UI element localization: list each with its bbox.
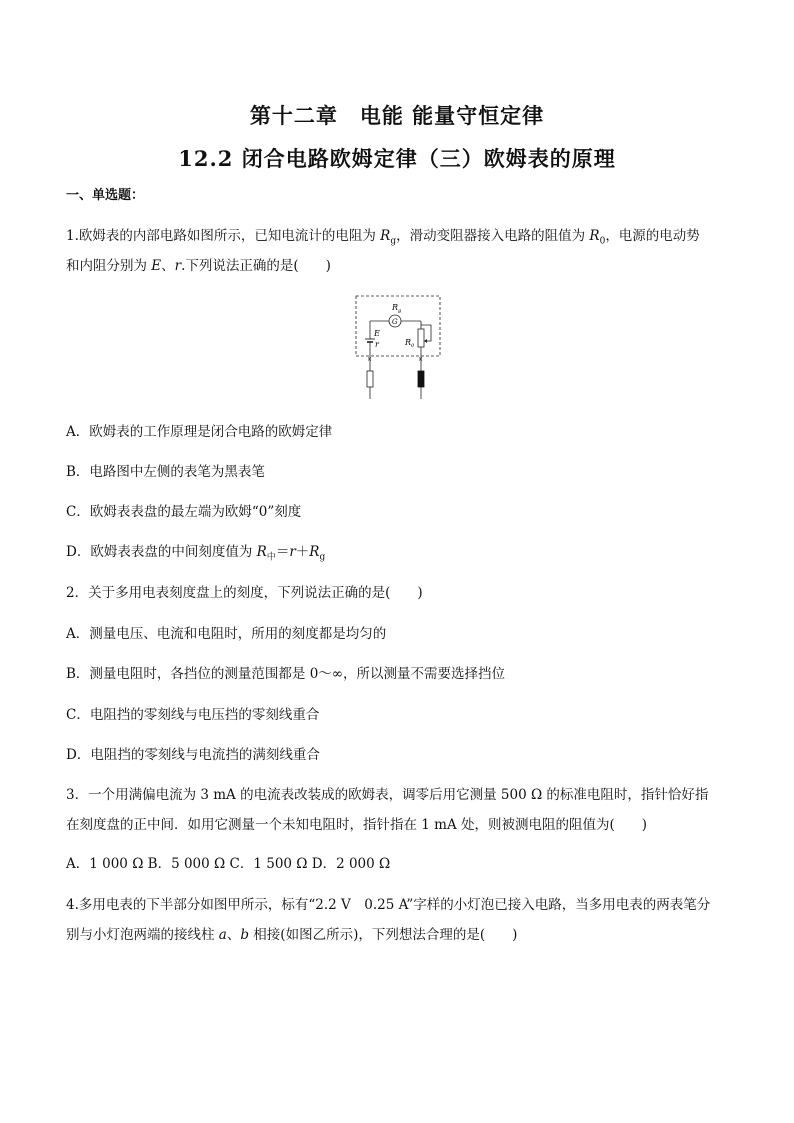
circuit-svg: [355, 295, 445, 403]
q2-option-c: C．电阻挡的零刻线与电压挡的零刻线重合: [66, 707, 320, 723]
q2-option-a: A．测量电压、电流和电阻时，所用的刻度都是均匀的: [66, 626, 387, 642]
label-r: r: [375, 340, 379, 349]
chapter-title: 第十二章 电能 能量守恒定律: [249, 103, 545, 128]
ohmmeter-circuit-diagram: [355, 295, 445, 403]
terminal-right-marker: ×: [418, 356, 424, 363]
lesson-title: 12.2 闭合电路欧姆定律（三）欧姆表的原理: [178, 146, 616, 171]
rheostat-r0-icon: [418, 329, 424, 347]
q3-options: A．1 000 Ω B．5 000 Ω C．1 500 Ω D．2 000 Ω: [66, 856, 391, 872]
galvanometer-label: G: [392, 318, 398, 326]
q4-stem-line1: 4.多用电表的下半部分如图甲所示，标有“2.2 V 0.25 A”字样的小灯泡已接入电路，当多用电表的两表笔分: [66, 897, 711, 913]
q1-stem-line1: 1.欧姆表的内部电路如图所示，已知电流计的电阻为 $R_g$，滑动变阻器接入电路的阻值为 $R_0$，电源的电动势: [66, 228, 700, 247]
label-e: E: [374, 329, 380, 338]
q1-option-d: D．欧姆表表盘的中间刻度值为 $R_中=r+R_g$: [66, 544, 326, 563]
q1-option-c: C．欧姆表表盘的最左端为欧姆“0”刻度: [66, 504, 302, 520]
q3-stem-line1: 3．一个用满偏电流为 3 mA 的电流表改装成的欧姆表，调零后用它测量 500 Ω 的标准电阻时，指针恰好指: [66, 787, 709, 803]
q1-stem-line2: 和内阻分别为 E、r.下列说法正确的是( ): [66, 258, 331, 274]
q2-option-d: D．电阻挡的零刻线与电流挡的满刻线重合: [66, 747, 320, 763]
left-test-probe: [367, 371, 373, 387]
q2-stem: 2．关于多用电表刻度盘上的刻度，下列说法正确的是( ): [66, 585, 423, 601]
q2-option-b: B．测量电阻时，各挡位的测量范围都是 0～∞，所以测量不需要选择挡位: [66, 666, 506, 682]
rheostat-slider-arrow: [424, 339, 427, 343]
label-r0: R: [405, 338, 412, 347]
q3-stem-line2: 在刻度盘的正中间．如用它测量一个未知电阻时，指针指在 1 mA 处，则被测电阻的阻值为( ): [66, 817, 648, 833]
q4-stem-line2: 别与小灯泡两端的接线柱 a、b 相接(如图乙所示)，下列想法合理的是( ): [66, 927, 518, 943]
q1-option-a: A．欧姆表的工作原理是闭合电路的欧姆定律: [66, 424, 333, 440]
right-test-probe: [418, 371, 424, 387]
terminal-left-marker: ×: [367, 356, 373, 363]
q1-option-b: B．电路图中左侧的表笔为黑表笔: [66, 464, 265, 480]
section-heading: 一、单选题：: [66, 188, 145, 203]
label-rg-sub: g: [398, 308, 402, 314]
label-r0-sub: 0: [411, 343, 415, 349]
label-rg: R: [392, 303, 399, 312]
